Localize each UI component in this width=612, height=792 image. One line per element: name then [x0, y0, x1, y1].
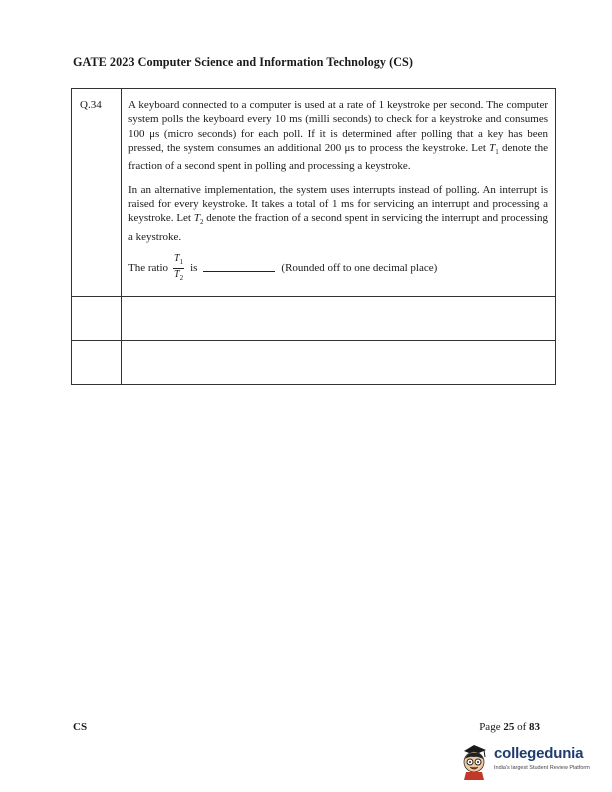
logo-tagline: India's largest Student Review Platform — [494, 765, 590, 771]
question-row — [72, 89, 556, 297]
empty-row-2 — [72, 341, 556, 385]
ratio-is: is — [190, 262, 198, 275]
ratio-fraction — [173, 253, 184, 284]
page-title: GATE 2023 Computer Science and Information Technology (CS) — [73, 55, 413, 69]
empty-row-1 — [72, 297, 556, 341]
question-paragraph-1 — [128, 98, 548, 174]
question-number: Q.34 — [72, 89, 122, 297]
empty-cell — [122, 297, 556, 341]
logo-brand: collegedunia — [494, 745, 584, 762]
collegedunia-logo — [456, 741, 598, 781]
footer-subject: CS — [73, 721, 88, 733]
para1-text: A keyboard connected to a computer is used at a rate of 1 keystroke per second. The computer system polls the keyboard every 10 ms (milli seconds) to check for a keystroke and consumes 100 μs (micro seconds) for each poll. If it is determined after polling that a key has been pressed, the system consumes an additional 200 μs to process the keystroke. Let — [128, 99, 548, 154]
ratio-suffix: (Rounded off to one decimal place) — [281, 262, 438, 275]
empty-cell — [122, 341, 556, 385]
mascot-icon — [456, 741, 492, 781]
ratio-prefix: The ratio — [128, 262, 169, 275]
variable-t2: $T_2$ — [193, 212, 204, 227]
page-number: Page 25 of 83 — [479, 721, 540, 733]
para1-end: denote the fraction of a second spent in polling and processing a keystroke. — [128, 141, 548, 173]
fraction-denominator: $T_2$ — [174, 269, 184, 283]
variable-t1: $T_1$ — [489, 141, 499, 157]
ratio-line — [128, 253, 548, 284]
question-paragraph-2 — [128, 183, 548, 244]
empty-cell — [72, 297, 122, 341]
empty-cell — [72, 341, 122, 385]
para2-end: denote the fraction of a second spent in servicing the interrupt and processing a keystroke. — [128, 212, 548, 243]
para2-text: In an alternative implementation, the system uses interrupts instead of polling. An interrupt is raised for every keystroke. It takes a total of 1 ms for servicing an interrupt and processing a keystroke. Let — [128, 183, 548, 225]
question-body — [122, 89, 556, 297]
question-table — [71, 88, 556, 385]
fraction-numerator: $T_1$ — [173, 253, 184, 269]
answer-blank[interactable] — [203, 271, 275, 272]
